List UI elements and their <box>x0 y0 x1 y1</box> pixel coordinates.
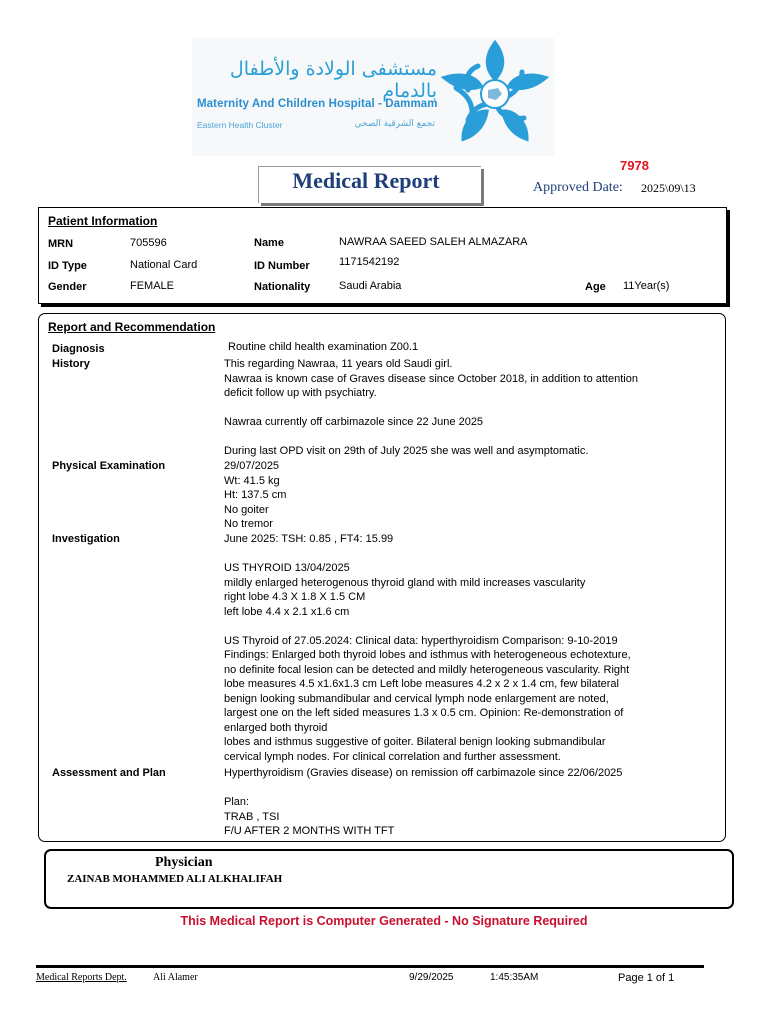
id-number-label: ID Number <box>254 260 310 272</box>
name-label: Name <box>254 237 284 249</box>
investigation-line <box>224 619 631 634</box>
investigation-line: cervical lymph nodes. For clinical correlation and further assessment. <box>224 750 561 763</box>
id-type-label: ID Type <box>48 260 87 272</box>
health-cluster-arabic: تجمع الشرقية الصحي <box>354 119 435 129</box>
mrn-label: MRN <box>48 238 74 250</box>
history-text <box>224 357 638 459</box>
id-type-value: National Card <box>130 259 198 271</box>
patient-information-title: Patient Information <box>48 214 158 228</box>
footer-divider <box>36 965 704 968</box>
investigation-line: right lobe 4.3 X 1.8 X 1.5 CM <box>224 591 366 603</box>
assessment-label: Assessment and Plan <box>52 767 166 779</box>
investigation-line: US Thyroid of 27.05.2024: Clinical data: hyperthyroidism Comparison: 9-10-2019 <box>224 634 618 647</box>
assessment-line: TRAB , TSI <box>224 810 280 823</box>
age-value: 11Year(s) <box>623 280 670 292</box>
id-number-value: 1171542192 <box>339 256 400 268</box>
diagnosis-label: Diagnosis <box>52 343 105 355</box>
assessment-line <box>224 781 622 796</box>
history-line: Nawraa is known case of Graves disease since October 2018, in addition to attention <box>224 372 638 385</box>
report-title: Medical Report <box>292 168 440 193</box>
investigation-text <box>224 532 631 764</box>
history-line <box>224 401 638 416</box>
gender-label: Gender <box>48 281 87 293</box>
investigation-line: enlarged both thyroid <box>224 721 328 734</box>
report-number: 7978 <box>620 158 649 173</box>
exam-line: 29/07/2025 <box>224 460 280 472</box>
approved-date-label: Approved Date: <box>533 180 623 195</box>
age-label: Age <box>585 281 606 293</box>
physician-title: Physician <box>155 855 213 870</box>
investigation-line: lobes and isthmus suggestive of goiter. Bilateral benign looking submandibular <box>224 736 606 748</box>
investigation-line: mildly enlarged heterogenous thyroid gland with mild increases vascularity <box>224 576 586 589</box>
history-label: History <box>52 358 90 370</box>
diagnosis-value: Routine child health examination Z00.1 <box>228 341 419 353</box>
physician-name: ZAINAB MOHAMMED ALI ALKHALIFAH <box>67 873 283 885</box>
history-line: This regarding Nawraa, 11 years old Saudi girl. <box>224 358 453 370</box>
mrn-value: 705596 <box>130 237 167 249</box>
nationality-label: Nationality <box>254 281 311 293</box>
exam-line: Wt: 41.5 kg <box>224 474 280 487</box>
exam-line: No goiter <box>224 503 269 516</box>
investigation-line: benign looking submandibular and cervical lymph node enlargement are noted, <box>224 692 609 705</box>
footer-user: Ali Alamer <box>153 972 198 983</box>
investigation-line <box>224 547 631 562</box>
history-line: deficit follow up with psychiatry. <box>224 387 377 399</box>
health-cluster-english: Eastern Health Cluster <box>197 120 283 130</box>
assessment-line: F/U AFTER 2 MONTHS WITH TFT <box>224 825 395 837</box>
footer-page-number: Page 1 of 1 <box>618 972 675 984</box>
investigation-line: left lobe 4.4 x 2.1 x1.6 cm <box>224 605 350 618</box>
investigation-line: Findings: Enlarged both thyroid lobes and isthmus with heterogeneous echotexture, <box>224 649 631 661</box>
investigation-line: largest one on the left sided measures 1.3 x 0.5 cm. Opinion: Re-demonstration of <box>224 707 624 719</box>
physical-exam-label: Physical Examination <box>52 460 166 472</box>
history-line: Nawraa currently off carbimazole since 22 June 2025 <box>224 416 484 428</box>
investigation-label: Investigation <box>52 533 120 545</box>
physical-exam-text <box>224 459 286 532</box>
exam-line: Ht: 137.5 cm <box>224 489 287 501</box>
history-line <box>224 430 638 445</box>
assessment-line: Plan: <box>224 796 250 808</box>
nationality-value: Saudi Arabia <box>339 280 402 292</box>
investigation-line: no definite focal lesion can be detected and mildly heterogeneous vascularity. Right <box>224 663 630 676</box>
hospital-star-logo-icon <box>438 38 552 146</box>
history-line: During last OPD visit on 29th of July 2025 she was well and asymptomatic. <box>224 445 589 457</box>
investigation-line: lobe measures 4.5 x1.6x1.3 cm Left lobe measures 4.2 x 2 x 1.4 cm, few bilateral <box>224 678 619 690</box>
assessment-line: Hyperthyroidism (Gravies disease) on remission off carbimazole since 22/06/2025 <box>224 767 623 779</box>
investigation-line: US THYROID 13/04/2025 <box>224 562 350 574</box>
footer-print-date: 9/29/2025 <box>409 972 454 983</box>
footer-department: Medical Reports Dept. <box>36 972 127 983</box>
approved-date-value: 2025\09\13 <box>641 181 696 195</box>
computer-generated-notice: This Medical Report is Computer Generated - No Signature Required <box>180 914 588 928</box>
hospital-name-arabic: مستشفى الولادة والأطفال بالدمام <box>229 58 437 102</box>
gender-value: FEMALE <box>130 280 175 292</box>
name-value: NAWRAA SAEED SALEH ALMAZARA <box>339 236 528 248</box>
assessment-text <box>224 766 622 839</box>
investigation-line: June 2025: TSH: 0.85 , FT4: 15.99 <box>224 533 394 545</box>
footer-print-time: 1:45:35AM <box>490 972 539 983</box>
report-section-title: Report and Recommendation <box>48 320 216 334</box>
exam-line: No tremor <box>224 518 273 530</box>
hospital-name-english: Maternity And Children Hospital - Dammam <box>197 98 438 110</box>
